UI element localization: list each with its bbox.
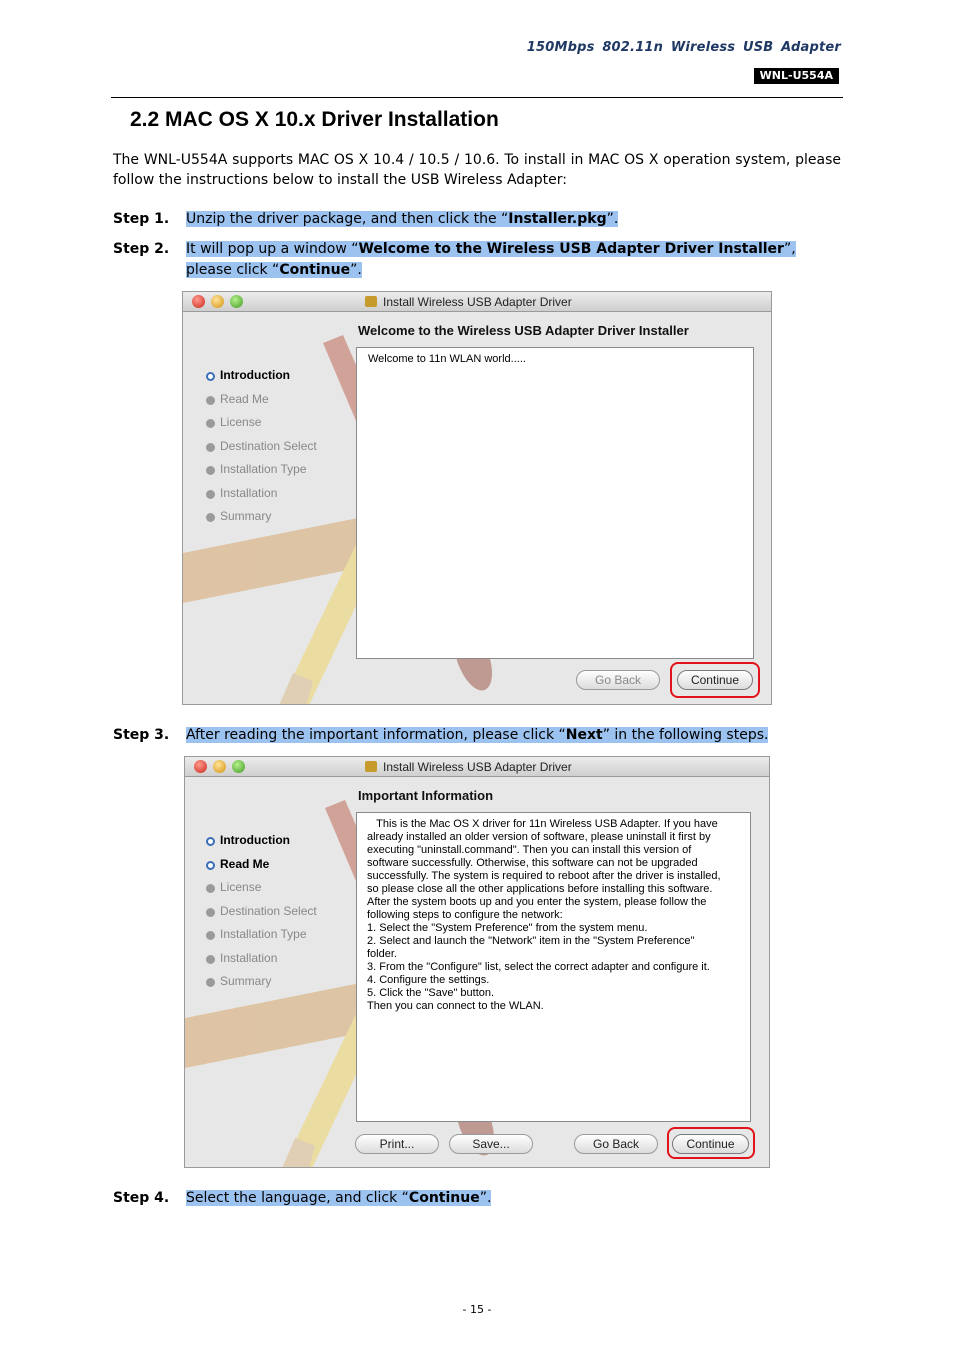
installer-step-license: License bbox=[206, 880, 317, 904]
step-4-label: Step 4. bbox=[113, 1190, 170, 1206]
step-bullet-icon bbox=[206, 443, 215, 452]
intro-paragraph: The WNL-U554A supports MAC OS X 10.4 / 10.5 / 10.6. To install in MAC OS X operation system, please follow the instructions below to install the USB Wireless Adapter: bbox=[113, 152, 841, 188]
installer-step-read-me: Read Me bbox=[206, 857, 317, 881]
step-bullet-icon bbox=[206, 931, 215, 940]
step-bullet-icon bbox=[206, 396, 215, 405]
installer-step-license: License bbox=[206, 415, 317, 439]
step-2-label: Step 2. bbox=[113, 241, 170, 257]
step-bullet-icon bbox=[206, 419, 215, 428]
installer-step-introduction: Introduction bbox=[206, 368, 317, 392]
package-icon bbox=[365, 761, 377, 772]
window-titlebar bbox=[183, 292, 771, 312]
installer-steps-list bbox=[206, 368, 317, 533]
zoom-light-icon bbox=[230, 295, 243, 308]
print-button[interactable]: Print... bbox=[355, 1134, 439, 1154]
step-4-text: Select the language, and click “Continue”. bbox=[186, 1190, 492, 1206]
step-1-label: Step 1. bbox=[113, 211, 170, 227]
step-bullet-icon bbox=[206, 490, 215, 499]
step-bullet-icon bbox=[206, 955, 215, 964]
step-1-text: Unzip the driver package, and then click the “Installer.pkg”. bbox=[186, 211, 619, 227]
step-bullet-icon bbox=[206, 978, 215, 987]
installer-step-summary: Summary bbox=[206, 974, 317, 998]
step-bullet-icon bbox=[206, 884, 215, 893]
step-bullet-icon bbox=[206, 861, 215, 870]
continue-button[interactable]: Continue bbox=[672, 1134, 749, 1154]
installer-screenshot-welcome bbox=[182, 291, 772, 705]
installer-step-installation: Installation bbox=[206, 486, 317, 510]
zoom-light-icon bbox=[232, 760, 245, 773]
step-bullet-icon bbox=[206, 837, 215, 846]
step-3-label: Step 3. bbox=[113, 727, 170, 743]
installer-step-installation: Installation bbox=[206, 951, 317, 975]
window-titlebar bbox=[185, 757, 769, 777]
step-bullet-icon bbox=[206, 372, 215, 381]
important-info-text-pane[interactable]: This is the Mac OS X driver for 11n Wireless USB Adapter. If you have already installed an older version of software, please uninstall it first by executing "uninstall.command". Then you can install this version of software successfully. Otherwise, this software can not be upgraded successfully. The system is required to reboot after the driver is installed, so please close all the other applications before installing this software. After the system boots up and you enter the system, please follow the following steps to configure the network: 1. Select the "System Preference" from the system menu. 2. Select and launch the "Network" item in the "System Preference" folder. 3. From the "Configure" list, select the correct adapter and configure it. 4. Configure the settings. 5. Click the "Save" button. Then you can connect to the WLAN. bbox=[356, 812, 751, 1122]
installer-step-introduction: Introduction bbox=[206, 833, 317, 857]
installer-steps-list bbox=[206, 833, 317, 998]
window-title: Install Wireless USB Adapter Driver bbox=[383, 295, 572, 309]
installer-step-destination-select: Destination Select bbox=[206, 904, 317, 928]
step-bullet-icon bbox=[206, 466, 215, 475]
close-light-icon bbox=[194, 760, 207, 773]
go-back-button[interactable]: Go Back bbox=[574, 1134, 658, 1154]
pane-heading: Welcome to the Wireless USB Adapter Driver Installer bbox=[358, 323, 689, 338]
installer-step-installation-type: Installation Type bbox=[206, 462, 317, 486]
minimize-light-icon bbox=[211, 295, 224, 308]
step-3-text: After reading the important information, please click “Next” in the following steps. bbox=[186, 727, 769, 743]
installer-step-installation-type: Installation Type bbox=[206, 927, 317, 951]
installer-step-destination-select: Destination Select bbox=[206, 439, 317, 463]
header-divider bbox=[111, 97, 843, 98]
installer-step-read-me: Read Me bbox=[206, 392, 317, 416]
step-bullet-icon bbox=[206, 908, 215, 917]
minimize-light-icon bbox=[213, 760, 226, 773]
save-button[interactable]: Save... bbox=[449, 1134, 533, 1154]
go-back-button[interactable]: Go Back bbox=[576, 670, 660, 690]
step-2-text: It will pop up a window “Welcome to the Wireless USB Adapter Driver Installer”, please click “Continue”. bbox=[186, 241, 796, 278]
installer-screenshot-important-info bbox=[184, 756, 770, 1168]
step-bullet-icon bbox=[206, 513, 215, 522]
model-badge: WNL-U554A bbox=[754, 68, 839, 84]
welcome-text-pane[interactable]: Welcome to 11n WLAN world..... bbox=[356, 347, 754, 659]
section-title: 2.2 MAC OS X 10.x Driver Installation bbox=[130, 108, 499, 131]
close-light-icon bbox=[192, 295, 205, 308]
package-icon bbox=[365, 296, 377, 307]
pane-heading: Important Information bbox=[358, 788, 494, 803]
page-number: - 15 - bbox=[462, 1303, 492, 1316]
installer-step-summary: Summary bbox=[206, 509, 317, 533]
product-title: 150Mbps 802.11n Wireless USB Adapter bbox=[526, 40, 841, 55]
continue-button[interactable]: Continue bbox=[677, 670, 753, 690]
window-title: Install Wireless USB Adapter Driver bbox=[383, 760, 572, 774]
